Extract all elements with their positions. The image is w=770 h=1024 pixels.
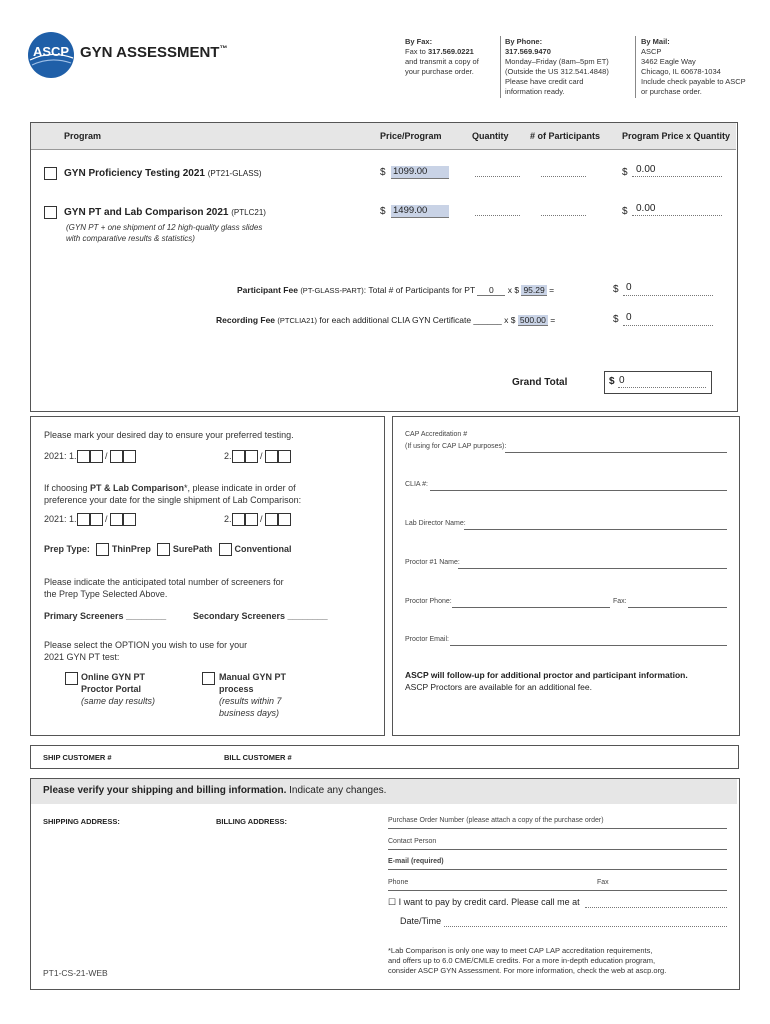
proctor-email-label: Proctor Email: [405,636,449,643]
recording-total-field[interactable]: 0 [626,312,632,323]
col-participants: # of Participants [530,131,601,141]
gyn-pt-price-field[interactable]: 1099.00 [391,166,449,179]
gyn-pt-checkbox[interactable] [44,167,57,180]
shipping-address-label: SHIPPING ADDRESS: [43,817,120,826]
manual-option-checkbox[interactable] [202,672,215,685]
grand-total-field[interactable]: 0 [619,375,625,386]
fax-info: By Fax: Fax to 317.569.0221 and transmit a copy of your purchase order. [405,37,479,76]
date2-month-a[interactable] [232,450,245,463]
phone-label: Phone [388,879,409,886]
email-field[interactable] [388,869,727,870]
clia-field[interactable] [430,490,727,491]
cap-field[interactable] [505,452,727,453]
verify-heading: Please verify your shipping and billing information. Indicate any changes. [43,785,387,796]
recording-rate-field[interactable]: 500.00 [519,315,546,325]
gyn-lc-total-field[interactable]: 0.00 [636,203,656,214]
proctor-fax-label: Fax: [613,598,627,605]
grand-total-line [618,387,706,388]
secondary-screeners[interactable]: Secondary Screeners ________ [193,611,328,621]
clia-label: CLIA #: [405,481,428,488]
lab2-day-b[interactable] [278,513,291,526]
page-title: GYN ASSESSMENT™ [80,44,228,61]
col-program: Program [64,131,102,141]
credit-card-option[interactable]: ☐ I want to pay by credit card. Please call me at [388,897,580,907]
program-table [30,122,738,412]
gyn-pt-total-field[interactable]: 0.00 [636,164,656,175]
thinprep-checkbox[interactable] [96,543,109,556]
recording-fee: Recording Fee (PTCLIA21) for each additional CLIA GYN Certificate ______ x $ 500.00 = [216,315,556,325]
gyn-lc-price-field[interactable]: 1499.00 [391,205,449,218]
price-currency: $ [380,167,386,178]
gyn-pt-total-line [632,176,722,177]
logo-text: ASCP [32,44,70,59]
screeners-intro: Please indicate the anticipated total number of screeners for the Prep Type Selected Above. [44,577,284,599]
lab-director-label: Lab Director Name: [405,520,466,527]
lab1-day-b[interactable] [123,513,136,526]
lab-date-row-2: 2. / [224,513,291,526]
po-field[interactable] [388,828,727,829]
date-row-2: 2. / [224,450,291,463]
contact-field[interactable] [388,849,727,850]
grand-total-label: Grand Total [512,377,568,388]
proctor-email-field[interactable] [450,645,727,646]
proctor-phone-label: Proctor Phone: [405,598,452,605]
date2-day-b[interactable] [278,450,291,463]
contact-label: Contact Person [388,838,437,845]
cap-sub: (If using for CAP LAP purposes): [405,443,507,450]
proctor-phone-field[interactable] [452,607,610,608]
customer-bar [30,745,739,769]
option-intro: Please select the OPTION you wish to use for your 2021 GYN PT test: [44,640,248,662]
col-quantity: Quantity [472,131,509,141]
lab1-month-a[interactable] [77,513,90,526]
recording-total-line [623,325,713,326]
lab2-month-b[interactable] [245,513,258,526]
gyn-lc-note: (GYN PT + one shipment of 12 high-quality glass slides with comparative results & statistics) [66,223,263,243]
online-option: Online GYN PT Proctor Portal (same day results) [81,672,156,706]
phone-fax-field[interactable] [388,890,727,891]
phone-info: By Phone: 317.569.9470 Monday–Friday (8am–5pm ET) (Outside the US 312.541.4848) Please have credit card information ready. [505,37,609,96]
lab2-day-a[interactable] [265,513,278,526]
participant-total-field[interactable]: 0 [626,282,632,293]
online-option-checkbox[interactable] [65,672,78,685]
recording-total-currency: $ [613,314,619,325]
billing-address-label: BILLING ADDRESS: [216,817,287,826]
followup-text: ASCP Proctors are available for an additional fee. [405,682,592,692]
col-price: Price/Program [380,131,442,141]
ship-customer-label: SHIP CUSTOMER # [43,753,112,762]
gyn-lc-participants-field[interactable] [541,215,586,216]
day-intro: Please mark your desired day to ensure your preferred testing. [44,430,294,440]
prep-type: Prep Type: ThinPrep SurePath Conventional [44,543,291,556]
price-currency: $ [380,206,386,217]
primary-screeners[interactable]: Primary Screeners ________ [44,611,167,621]
date1-day-b[interactable] [123,450,136,463]
date1-day-a[interactable] [110,450,123,463]
participant-count-field[interactable]: 0 [477,285,505,296]
col-total: Program Price x Quantity [622,131,731,141]
surepath-checkbox[interactable] [157,543,170,556]
email-label: E-mail (required) [388,858,444,865]
gyn-lc-program: GYN PT and Lab Comparison 2021 (PTLC21) [64,207,266,218]
gyn-lc-quantity-field[interactable] [475,215,520,216]
lab-date-row-1: 2021: 1. / [44,513,136,526]
lab1-day-a[interactable] [110,513,123,526]
proctor-name-field[interactable] [458,568,727,569]
total-currency: $ [622,206,628,217]
mail-info: By Mail: ASCP 3462 Eagle Way Chicago, IL 60678-1034 Include check payable to ASCP or purchase order. [641,37,746,96]
date2-day-a[interactable] [265,450,278,463]
form-code: PT1-CS-21-WEB [43,968,108,978]
gyn-lc-checkbox[interactable] [44,206,57,219]
bill-customer-label: BILL CUSTOMER # [224,753,292,762]
gyn-pt-program: GYN Proficiency Testing 2021 (PT21-GLASS) [64,168,262,179]
credit-card-phone-field[interactable] [585,907,727,908]
conventional-checkbox[interactable] [219,543,232,556]
lab-director-field[interactable] [464,529,727,530]
participant-fee: Participant Fee (PT-GLASS-PART): Total # of Participants for PT 0 x $ 95.29 = [237,285,555,295]
date1-month-a[interactable] [77,450,90,463]
gyn-pt-participants-field[interactable] [541,176,586,177]
fax-label: Fax [597,879,609,886]
date1-month-b[interactable] [90,450,103,463]
participant-rate-field[interactable]: 95.29 [523,285,545,295]
grand-total-currency: $ [609,376,615,387]
lab-intro: If choosing PT & Lab Comparison*, please indicate in order of preference your date for the single shipment of Lab Comparison: [44,483,302,505]
proctor-fax-field[interactable] [628,607,727,608]
participant-total-line [623,295,713,296]
date-row-1: 2021: 1. / [44,450,136,463]
datetime-label: Date/Time [400,916,442,926]
lab1-month-b[interactable] [90,513,103,526]
proctor-name-label: Proctor #1 Name: [405,559,460,566]
cap-label: CAP Accreditation # [405,431,468,438]
footnote: *Lab Comparison is only one way to meet CAP LAP accreditation requirements, and offers up to 6.0 CME/CMLE credits. For a more in-depth education program, consider ASCP GYN Assessment. For more information, check the web at ascp.org. [388,946,667,975]
followup-bold: ASCP will follow-up for additional proctor and participant information. [405,670,688,680]
date2-month-b[interactable] [245,450,258,463]
po-label: Purchase Order Number (please attach a copy of the purchase order) [388,817,604,824]
total-currency: $ [622,167,628,178]
gyn-pt-quantity-field[interactable] [475,176,520,177]
manual-option: Manual GYN PT process (results within 7 business days) [219,672,287,718]
datetime-field[interactable] [444,926,727,927]
participant-total-currency: $ [613,284,619,295]
lab2-month-a[interactable] [232,513,245,526]
gyn-lc-total-line [632,215,722,216]
